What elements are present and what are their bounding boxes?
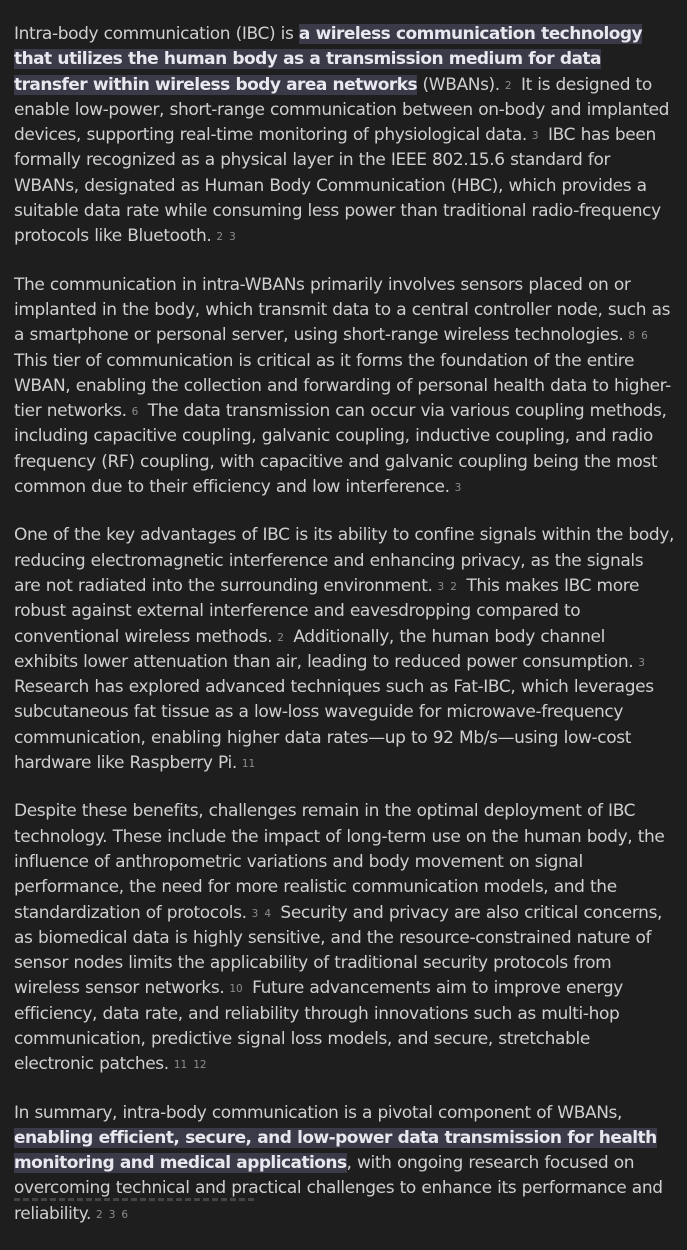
citation-marker[interactable]: 3 [251, 907, 259, 920]
paragraph-challenges [14, 799, 674, 1077]
paragraph-advantages [14, 523, 674, 776]
paragraph-intra-wban [14, 273, 674, 501]
citation-marker[interactable]: 3 [108, 1208, 116, 1221]
citation-marker[interactable]: 3 [454, 482, 462, 495]
text-run: Intra-body communication (IBC) is [14, 24, 299, 44]
citation-marker[interactable]: 2 [450, 580, 457, 593]
text-run: This tier of communication is critical as it forms the foundation of the entire WBAN, enabling the collection and forwarding of personal health data to higher-tier networks. [14, 350, 671, 422]
citation-marker[interactable]: 3 [229, 231, 236, 244]
highlighted-text[interactable]: a wireless communication technology that utilizes the human body as a transmission medium for data transfer within wireless body area networks [14, 24, 642, 95]
text-run: (WBANs). [417, 74, 500, 95]
text-run: In summary, intra-body communication is a pivotal component of WBANs, [14, 1102, 623, 1123]
citation-marker[interactable]: 2 [504, 79, 512, 92]
citation-marker[interactable]: 4 [264, 907, 271, 920]
paragraph-intro [14, 22, 674, 250]
text-run: Security and privacy are also critical concerns, as biomedical data is highly sensitive, and the resource-constrained nature of sensor nodes limits the applicability of traditional security protocols from wireless sensor networks. [14, 902, 663, 999]
text-run: It is designed to enable low-power, short-range communication between on-body and implanted devices, supporting real-time monitoring of physiological data. [14, 74, 670, 146]
citation-marker[interactable]: 11 [241, 758, 256, 771]
text-run: The data transmission can occur via various coupling methods, including capacitive coupling, galvanic coupling, inductive coupling, and radio frequency (RF) coupling, with capacitive and galvanic coupling being the most common due to their efficiency and low interference. [14, 401, 667, 498]
citation-marker[interactable]: 12 [193, 1059, 207, 1072]
citation-marker[interactable]: 10 [229, 983, 243, 996]
citation-marker[interactable]: 3 [531, 130, 539, 143]
text-run: IBC has been formally recognized as a physical layer in the IEEE 802.15.6 standard for WBANs, designated as Human Body Communication (HBC), which provides a suitable data rate while consuming less power than traditional radio-frequency protocols like Bluetooth. [14, 125, 661, 247]
text-run: Additionally, the human body channel exhibits lower attenuation than air, leading to reduced power consumption. [14, 626, 634, 672]
text-run: Future advancements aim to improve energy efficiency, data rate, and reliability through innovations such as multi-hop communication, predictive signal loss models, and secure, stretchable electronic patches. [14, 978, 623, 1075]
citation-marker[interactable]: 6 [641, 330, 648, 343]
citation-marker[interactable]: 2 [277, 631, 284, 644]
text-run: Despite these benefits, challenges remain in the optimal deployment of IBC technology. These include the impact of long-term use on the human body, the influence of anthropometric variations and body movement on signal performance, the need for more realistic communication models, and the standardization of protocols. [14, 801, 665, 923]
citation-marker[interactable]: 3 [638, 656, 645, 669]
text-run: , with ongoing research focused on overcoming technical and practical challenges to enhance its performance and reliability. [14, 1153, 663, 1224]
text-run: The communication in intra-WBANs primarily involves sensors placed on or implanted in the body, which transmit data to a central controller node, such as a smartphone or personal server, using short-range wireless technologies. [14, 274, 671, 346]
answer-article [14, 22, 674, 1250]
citation-marker[interactable]: 6 [121, 1208, 129, 1221]
text-run: One of the key advantages of IBC is its ability to confine signals within the body, reducing electromagnetic interference and enhancing privacy, as the signals are not radiated into the surrounding environment. [14, 525, 674, 596]
text-run: This makes IBC more robust against external interference and eavesdropping compared to conventional wireless methods. [14, 575, 640, 647]
citation-marker[interactable]: 2 [216, 231, 224, 244]
cropped-next-line [14, 1196, 254, 1210]
citation-marker[interactable]: 3 [437, 580, 445, 593]
text-run: Research has explored advanced techniques such as Fat-IBC, which leverages subcutaneous fat tissue as a low-loss waveguide for microwave-frequency communication, enabling higher data rates—up to 92 Mb/s—using low-cost hardware like Raspberry Pi. [14, 677, 654, 774]
citation-marker[interactable]: 11 [173, 1059, 188, 1072]
citation-marker[interactable]: 6 [131, 406, 139, 419]
citation-marker[interactable]: 8 [628, 330, 636, 343]
highlighted-text[interactable]: enabling efficient, secure, and low-power data transmission for health monitoring and medical applications [14, 1127, 657, 1174]
citation-marker[interactable]: 2 [96, 1208, 103, 1221]
